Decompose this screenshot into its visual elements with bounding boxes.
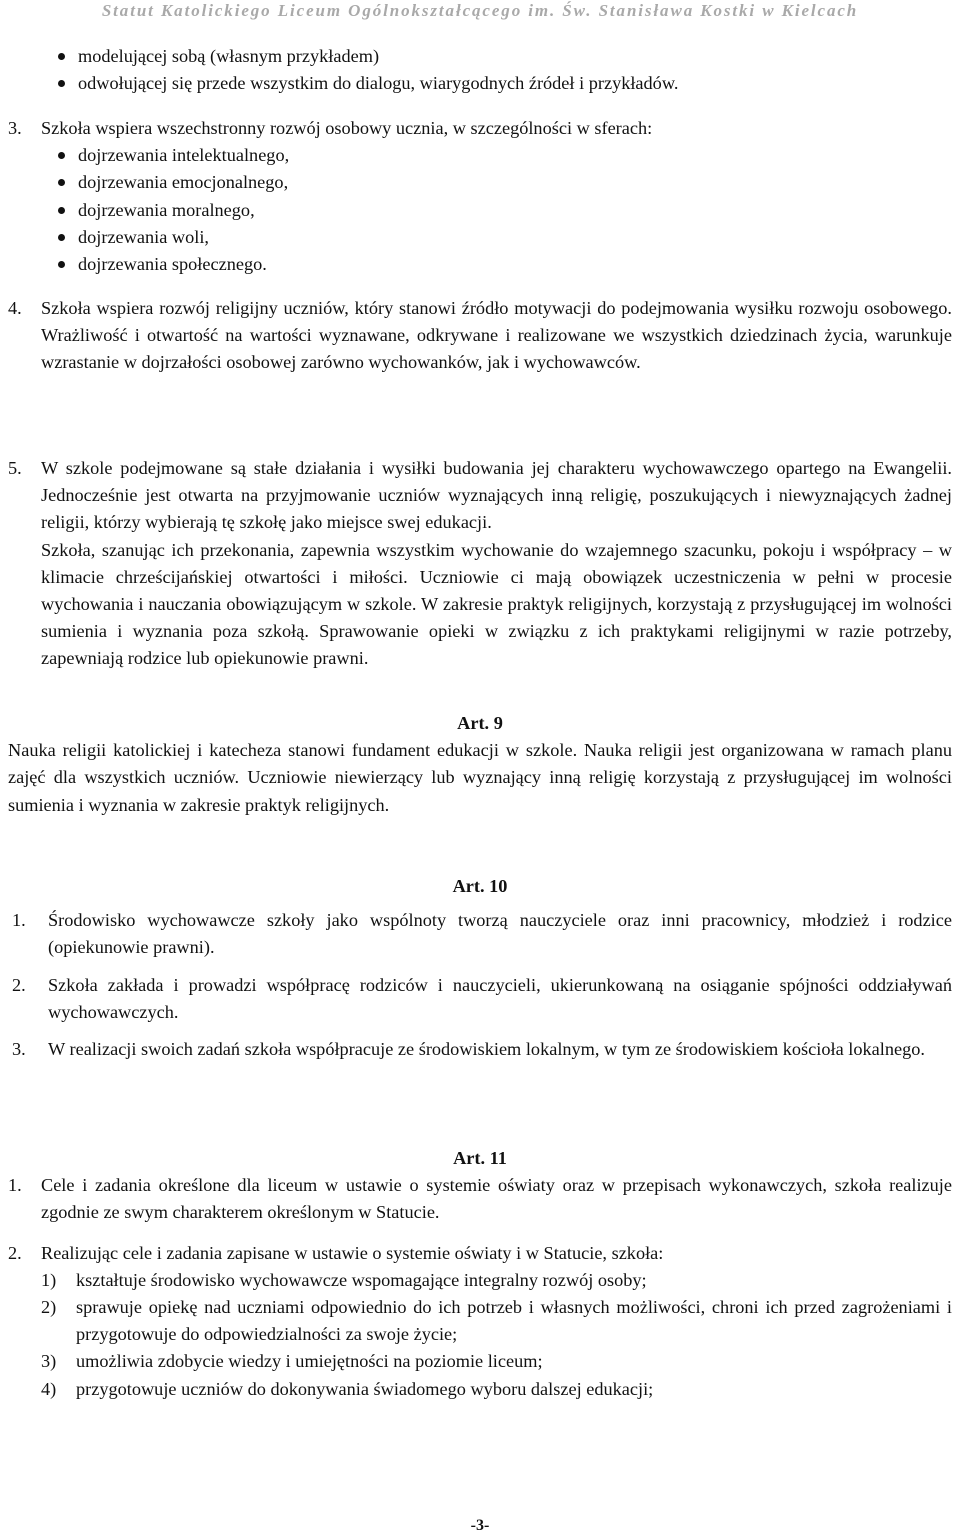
sub-item-text: sprawuje opiekę nad uczniami odpowiednio do ich potrzeb i własnych możliwości, chroni ich przed zagrożeniami i przygotowuje do odpowiedzialności za swoje życie;: [76, 1297, 952, 1345]
article-text: Nauka religii katolickiej i katecheza stanowi fundament edukacji w szkole. Nauka religii jest organizowana w ramach planu zajęć dla wszystkich uczniów. Uczniowie niewierzący lub wyznający inną religię korzystają z przysługującej im wolności sumienia i wyznania w zakresie praktyk religijnych.: [8, 740, 952, 815]
item-number: 1.: [8, 1175, 22, 1196]
list-item: odwołującej się przede wszystkim do dialogu, wiarygodnych źródeł i przykładów.: [8, 70, 952, 97]
article-title: Art. 9: [457, 713, 503, 733]
item-number: 2.: [12, 974, 26, 995]
sub-list-item: [8, 1348, 952, 1375]
list-item: dojrzewania intelektualnego,: [8, 142, 952, 169]
list-item: dojrzewania społecznego.: [8, 251, 952, 278]
article-9: [8, 710, 952, 819]
sub-item-text: kształtuje środowisko wychowawcze wspomagające integralny rozwój osoby;: [76, 1269, 647, 1290]
list-item: modelującej sobą (własnym przykładem): [8, 43, 952, 70]
sub-item-text: przygotowuje uczniów do dokonywania świadomego wyboru dalszej edukacji;: [76, 1378, 654, 1399]
article-title: Art. 10: [452, 876, 508, 896]
paragraph-number: 4.: [8, 298, 22, 318]
paragraph-number: 5.: [8, 458, 22, 478]
article-10: [8, 873, 952, 1063]
list-item: dojrzewania emocjonalnego,: [8, 169, 952, 196]
list-item: [8, 972, 952, 1026]
item-text: Środowisko wychowawcze szkoły jako wspólnoty tworzą nauczyciele oraz inni pracownicy, młodzież i rodzice (opiekunowie prawni).: [48, 910, 952, 958]
sub-item-number: 1): [41, 1269, 57, 1290]
sub-list-item: [8, 1267, 952, 1294]
sub-list-item: [8, 1294, 952, 1348]
list-item: dojrzewania moralnego,: [8, 197, 952, 224]
sub-list-item: [8, 1376, 952, 1403]
item-text: Realizując cele i zadania zapisane w ustawie o systemie oświaty i w Statucie, szkoła:: [41, 1242, 664, 1263]
list-item: [8, 907, 952, 961]
paragraph-number: 3.: [8, 118, 22, 138]
item-number: 2.: [8, 1242, 22, 1263]
item-text: Cele i zadania określone dla liceum w ustawie o systemie oświaty oraz w przepisach wykonawczych, szkoła realizuje zgodnie ze swym charakterem określonym w Statucie.: [41, 1175, 952, 1223]
list-item: [8, 1036, 952, 1063]
paragraph-text-continued: Szkoła, szanując ich przekonania, zapewnia wszystkim wychowanie do wzajemnego szacunku, pokoju i współpracy – w klimacie chrześcijańskiej otwartości i miłości. Uczniowie ci mają obowiązek uczestniczenia w pełni w procesie wychowania i nauczania obowiązującym w szkole. W zakresie praktyk religijnych, korzystają z przysługującej im wolności sumienia i wyznania poza szkołą. Sprawowanie opieki w związku z ich praktykami religijnymi w razie potrzeby, zapewniają rodzice lub opiekunowie prawni.: [41, 539, 952, 669]
item-number: 1.: [12, 910, 26, 931]
paragraph-4: [8, 295, 952, 377]
list-item: [8, 1240, 952, 1267]
sub-item-text: umożliwia zdobycie wiedzy i umiejętności na poziomie liceum;: [76, 1351, 543, 1372]
page-header: Statut Katolickiego Liceum Ogólnokształcącego im. Św. Stanisława Kostki w Kielcach: [101, 1, 859, 20]
top-bullet-list: [8, 43, 952, 97]
paragraph-5: [8, 455, 952, 673]
sub-item-number: 2): [41, 1297, 57, 1318]
page-number: -3-: [470, 1517, 490, 1534]
paragraph-3: [8, 115, 952, 278]
sub-item-number: 3): [41, 1351, 57, 1372]
list-item: dojrzewania woli,: [8, 224, 952, 251]
paragraph-text: W szkole podejmowane są stałe działania i wysiłki budowania jej charakteru wychowawczego opartego na Ewangelii. Jednocześnie jest otwarta na przyjmowanie uczniów wyznających inną religię, poszukujących i niewyznających żadnej religii, którzy wybierają tę szkołę jako miejsce swej edukacji.: [41, 458, 952, 533]
item-number: 3.: [12, 1039, 26, 1060]
list-item: [8, 1172, 952, 1226]
article-11: [8, 1145, 952, 1403]
paragraph-text: Szkoła wspiera wszechstronny rozwój osobowy ucznia, w szczególności w sferach:: [41, 118, 653, 138]
sub-item-number: 4): [41, 1378, 57, 1399]
item-text: W realizacji swoich zadań szkoła współpracuje ze środowiskiem lokalnym, w tym ze środowiskiem kościoła lokalnego.: [48, 1039, 925, 1060]
paragraph-text: Szkoła wspiera rozwój religijny uczniów, który stanowi źródło motywacji do podejmowania wysiłku rozwoju osobowego. Wrażliwość i otwartość na wartości wyznawane, odkrywane i realizowane we wszystkich dziedzinach życia, warunkuje wzrastanie w dojrzałości osobowej zarówno wychowanków, jak i wychowawców.: [41, 298, 952, 373]
article-title: Art. 11: [453, 1148, 507, 1168]
item-text: Szkoła zakłada i prowadzi współpracę rodziców i nauczycieli, ukierunkowaną na osiąganie spójności oddziaływań wychowawczych.: [48, 974, 952, 1022]
